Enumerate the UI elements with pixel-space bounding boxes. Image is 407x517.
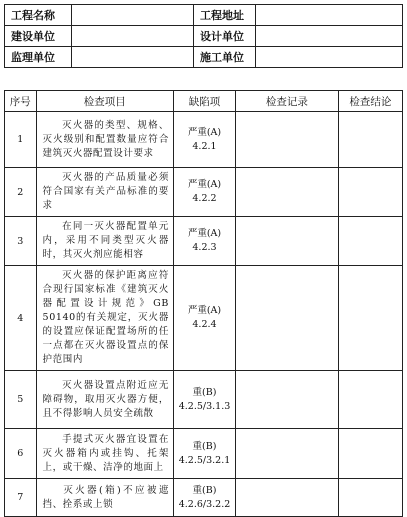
table-row: [5, 168, 403, 217]
col-header-defect: 缺陷项: [173, 91, 235, 112]
table-row: [5, 371, 403, 429]
info-row: [5, 5, 403, 26]
check-record-cell[interactable]: [236, 217, 339, 266]
check-item-text: 在同一灭火器配置单元内，采用不同类型灭火器时，其灭火剂应能相容: [42, 221, 169, 260]
col-header-record: 检查记录: [236, 91, 339, 112]
clause-ref: 4.2.5/3.2.1: [178, 454, 231, 466]
row-number: 2: [5, 168, 37, 217]
check-record-cell[interactable]: [236, 371, 339, 429]
check-item-text: 灭火器(箱)不应被遮挡、拴系或上锁: [42, 484, 169, 510]
inspection-table: [4, 90, 403, 517]
check-item-text: 灭火器的产品质量必须符合国家有关产品标准的要求: [42, 172, 169, 211]
defect-level: 严重(A): [187, 126, 222, 138]
project-address-value[interactable]: [256, 5, 403, 26]
project-info-table: [4, 4, 403, 68]
defect-cell: [173, 479, 235, 517]
check-record-cell[interactable]: [236, 112, 339, 168]
clause-ref: 4.2.2: [192, 193, 217, 204]
check-item: [36, 266, 173, 371]
defect-level: 重(B): [192, 484, 217, 496]
clause-ref: 4.2.1: [192, 140, 217, 152]
table-header-row: [5, 91, 403, 112]
info-row: [5, 47, 403, 68]
clause-ref: 4.2.3: [192, 242, 217, 253]
defect-cell: [173, 217, 235, 266]
defect-level: 严重(A): [187, 228, 222, 239]
check-item-text: 灭火器的保护距离应符合现行国家标准《建筑灭火器配置设计规范》GB 50140的有关规定，灭火器的设置应保证配置场所的任一点都在灭火器设置点的保护范围内: [42, 270, 169, 365]
check-result-cell[interactable]: [338, 429, 402, 479]
construction-unit-label: 建设单位: [5, 26, 72, 47]
check-result-cell[interactable]: [338, 371, 402, 429]
defect-cell: [173, 168, 235, 217]
design-unit-label: 设计单位: [194, 26, 256, 47]
check-result-cell[interactable]: [338, 479, 402, 517]
defect-cell: [173, 429, 235, 479]
defect-cell: [173, 112, 235, 168]
table-row: [5, 429, 403, 479]
check-record-cell[interactable]: [236, 479, 339, 517]
row-number: 3: [5, 217, 37, 266]
check-record-cell[interactable]: [236, 429, 339, 479]
clause-ref: 4.2.6/3.2.2: [178, 498, 231, 510]
defect-level: 重(B): [192, 440, 217, 452]
table-row: [5, 217, 403, 266]
builder-unit-label: 施工单位: [194, 47, 256, 68]
design-unit-value[interactable]: [256, 26, 403, 47]
construction-unit-value[interactable]: [72, 26, 194, 47]
check-item: [36, 479, 173, 517]
project-name-label: 工程名称: [5, 5, 72, 26]
check-result-cell[interactable]: [338, 266, 402, 371]
row-number: 5: [5, 371, 37, 429]
check-record-cell[interactable]: [236, 266, 339, 371]
check-item-text: 灭火器的类型、规格、灭火级别和配置数量应符合建筑灭火器配置设计要求: [42, 119, 169, 159]
check-item: [36, 371, 173, 429]
info-row: [5, 26, 403, 47]
table-row: [5, 266, 403, 371]
defect-level: 重(B): [192, 386, 217, 398]
table-row: [5, 112, 403, 168]
project-address-label: 工程地址: [194, 5, 256, 26]
row-number: 7: [5, 479, 37, 517]
col-header-no: 序号: [5, 91, 37, 112]
row-number: 4: [5, 266, 37, 371]
supervision-unit-label: 监理单位: [5, 47, 72, 68]
builder-unit-value[interactable]: [256, 47, 403, 68]
clause-ref: 4.2.5/3.1.3: [178, 400, 231, 412]
col-header-result: 检查结论: [338, 91, 402, 112]
check-item: [36, 217, 173, 266]
clause-ref: 4.2.4: [192, 319, 217, 330]
defect-level: 严重(A): [187, 179, 222, 190]
col-header-item: 检查项目: [36, 91, 173, 112]
project-name-value[interactable]: [72, 5, 194, 26]
row-number: 6: [5, 429, 37, 479]
check-record-cell[interactable]: [236, 168, 339, 217]
supervision-unit-value[interactable]: [72, 47, 194, 68]
check-result-cell[interactable]: [338, 217, 402, 266]
defect-cell: [173, 371, 235, 429]
check-item: [36, 168, 173, 217]
defect-cell: [173, 266, 235, 371]
check-result-cell[interactable]: [338, 168, 402, 217]
row-number: 1: [5, 112, 37, 168]
check-item-text: 手提式灭火器宜设置在灭火器箱内或挂钩、托架上，或干燥、洁净的地面上: [42, 433, 169, 473]
check-item: [36, 112, 173, 168]
defect-level: 严重(A): [187, 305, 222, 316]
check-item: [36, 429, 173, 479]
check-item-text: 灭火器设置点附近应无障碍物，取用灭火器方便，且不得影响人员安全疏散: [42, 379, 169, 419]
check-result-cell[interactable]: [338, 112, 402, 168]
table-row: [5, 479, 403, 517]
